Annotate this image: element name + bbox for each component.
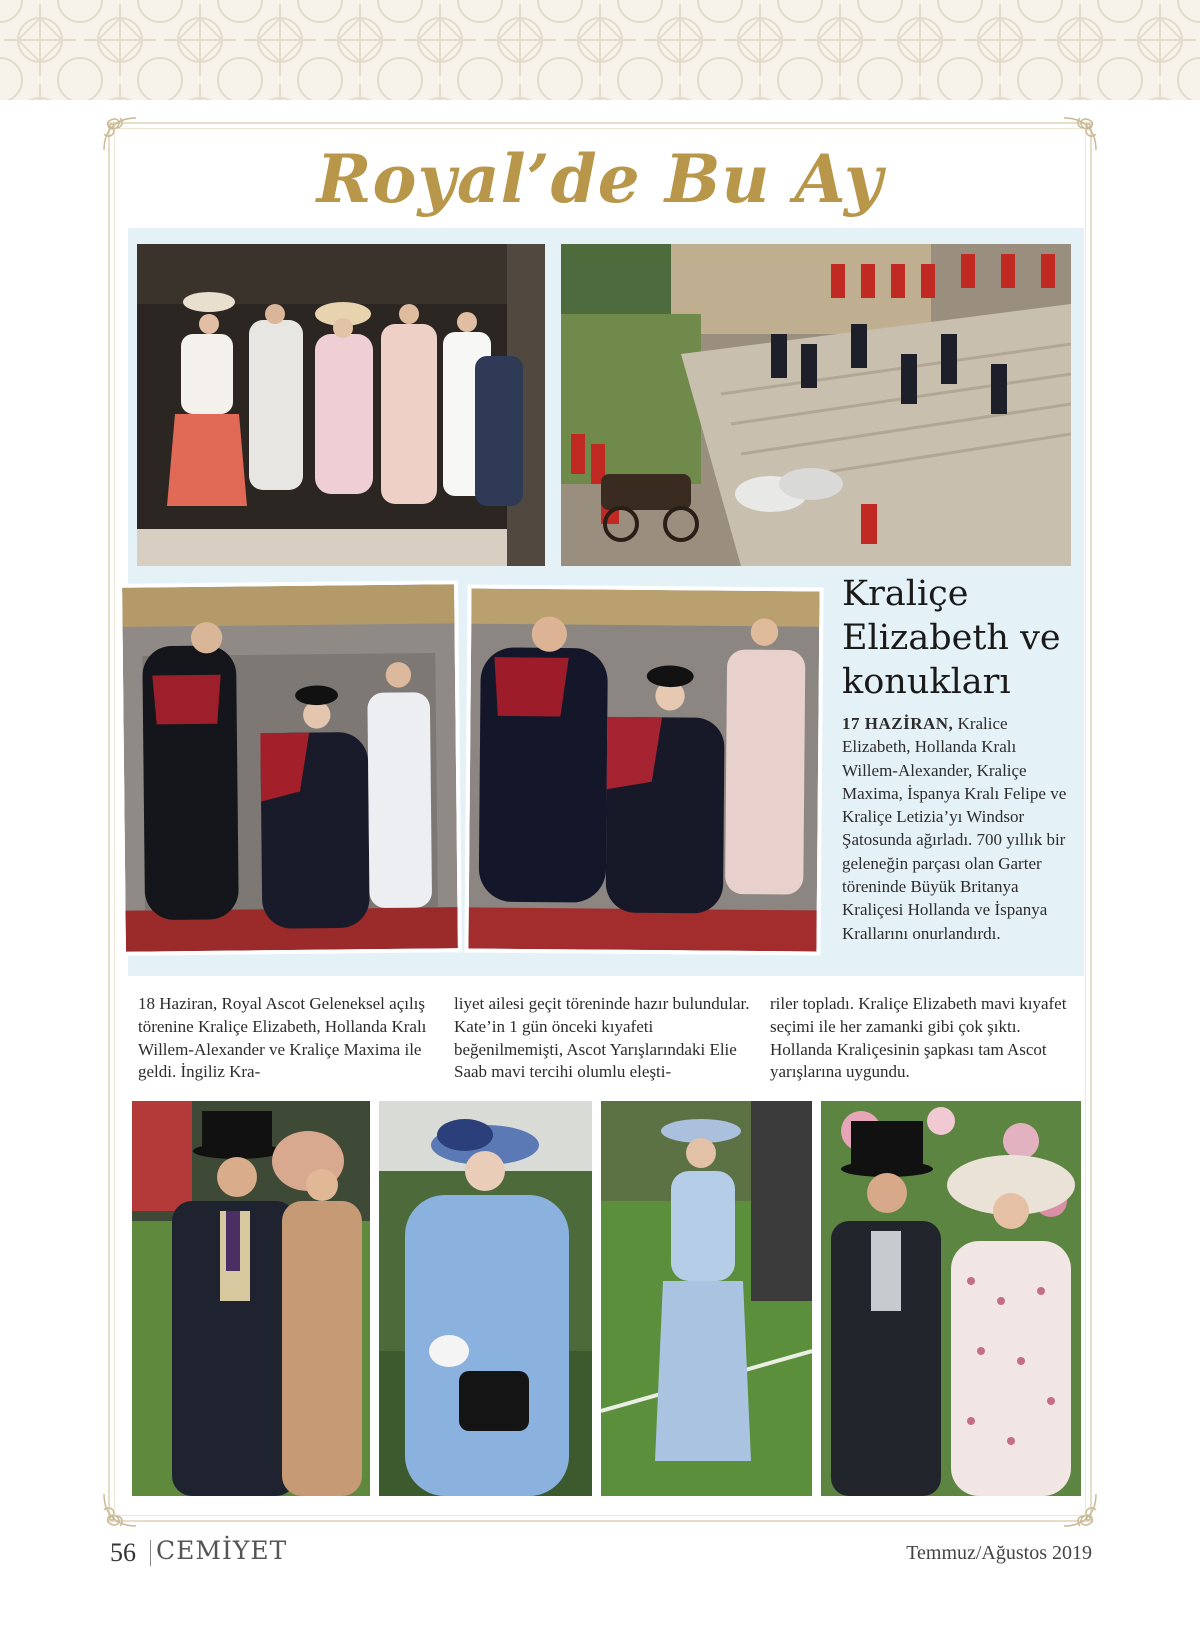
photo-royal-ladies-balcony (137, 244, 545, 566)
photo-queen-elizabeth-ascot (379, 1101, 592, 1496)
photo-felipe-elizabeth-letizia (118, 580, 462, 956)
feature-body (842, 712, 1074, 945)
issue-date: Temmuz/Ağustos 2019 (906, 1542, 1092, 1564)
photo-willem-maxima-ascot (132, 1101, 370, 1496)
photo-kate-ascot (601, 1101, 812, 1496)
article-column-2: liyet ailesi geçit töreninde hazır bulundular. Kate’in 1 gün önceki kıyafeti beğenilmemişti, Ascot Yarışlarındaki Elie Saab mavi tercihi olumlu eleşti- (454, 994, 750, 1082)
page-title: Royal’de Bu Ay (316, 140, 884, 218)
footer-divider (150, 1540, 151, 1566)
decorative-pattern-band (0, 0, 1200, 100)
photo-garter-procession (561, 244, 1071, 566)
photo-willem-elizabeth-maxima (464, 584, 823, 955)
geometric-pattern-icon (0, 0, 1200, 100)
article-column-1: 18 Haziran, Royal Ascot Geleneksel açılış törenine Kraliçe Elizabeth, Hollanda Kralı Willem-Alexander ve Kraliçe Maxima ile geldi. İngiliz Kra- (138, 994, 427, 1082)
feature-text: Kralice Elizabeth, Hollanda Kralı Willem-Alexander, Kraliçe Maxima, İspanya Kralı Felipe ve Kraliçe Letizia’yı Windsor Şatosunda ağırladı. 700 yıllık bir geleneğin parçası olan Garter töreninde Büyük Britanya Kraliçesi Hollanda ve İspanya Krallarını onurlandırdı. (842, 714, 1067, 943)
feature-lead: 17 HAZİRAN, (842, 714, 954, 733)
photo-edward-sophie-ascot (821, 1101, 1081, 1496)
magazine-name: CEMİYET (156, 1536, 288, 1565)
article-column-3: riler topladı. Kraliçe Elizabeth mavi kıyafet seçimi ile her zamanki gibi çok şıktı. Hollanda Kraliçesinin şapkası tam Ascot yarışlarına uygundu. (770, 994, 1067, 1082)
feature-title: Kraliçe Elizabeth ve konukları (842, 574, 1061, 702)
page-number: 56 (110, 1538, 136, 1567)
